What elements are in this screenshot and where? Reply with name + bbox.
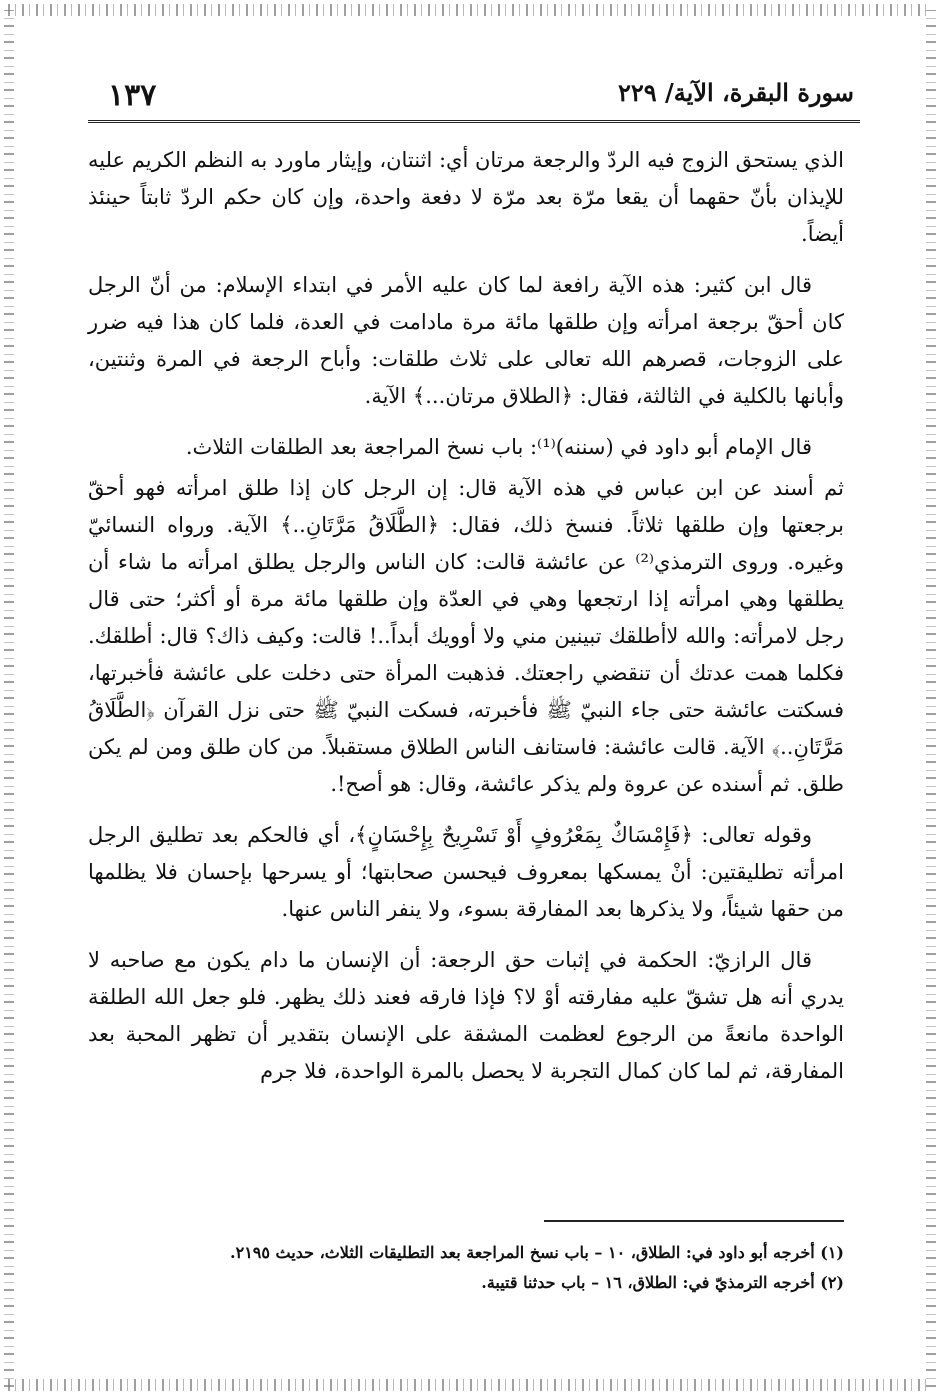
page-header xyxy=(88,66,860,123)
paragraph: قال الرازيّ: الحكمة في إثبات حق الرجعة: أن الإنسان ما دام يكون مع صاحبه لا يدري أنه هل تشقّ عليه مفارقته أوْ لا؟ فإذا فارقه فعند ذلك يظهر. فلو جعل الله الطلقة الواحدة مانعةً من الرجوع لعظمت المشقة على الإنسان بتقدير أن تظهر المحبة بعد المفارقة، ثم لما كان كمال التجربة لا يحصل بالمرة الواحدة، فلا جرم xyxy=(88,948,844,1083)
footnote-separator xyxy=(544,1220,844,1222)
footnotes xyxy=(88,1238,844,1298)
paragraph: ثم أسند عن ابن عباس في هذه الآية قال: إن الرجل كان إذا طلق امرأته فهو أحقّ برجعتها وإن طلقها ثلاثاً. فنسخ ذلك، فقال: ﴿الطَّلَاقُ مَرَّتَانِ..﴾ الآية. ورواه النسائيّ وغيره. وروى الترمذي⁽²⁾ عن عائشة قالت: كان الناس والرجل يطلق امرأته ما شاء أن يطلقها وهي امرأته إذا ارتجعها وهي في العدّة وإن طلقها مائة مرة أو أكثر؛ حتى قال رجل لامرأته: والله لاأطلقك تبينين مني ولا أوويك أبداً..! قالت: وكيف ذاك؟ قال: أطلقك. فكلما همت عدتك أن تنقضي راجعتك. فذهبت المرأة حتى دخلت على عائشة فأخبرتها، فسكتت عائشة حتى جاء النبيّ ﷺ فأخبرته، فسكت النبيّ ﷺ حتى نزل القرآن ﴿الطَّلَاقُ مَرَّتَانِ..﴾ الآية. قالت عائشة: فاستانف الناس الطلاق مستقبلاً. من كان طلق ومن لم يكن طلق. ثم أسنده عن عروة ولم يذكر عائشة، وقال: هو أصح!. xyxy=(88,476,844,796)
footnote-item: (١) أخرجه أبو داود في: الطلاق، ١٠ – باب نسخ المراجعة بعد التطليقات الثلاث، حديث ٢١٩٥. xyxy=(230,1243,844,1262)
main-text xyxy=(88,142,844,1104)
decorative-border-left xyxy=(4,10,14,1387)
decorative-border-bottom xyxy=(8,1379,932,1391)
paragraph: قال ابن كثير: هذه الآية رافعة لما كان عليه الأمر في ابتداء الإسلام: من أنّ الرجل كان أحقّ برجعة امرأته وإن طلقها مائة مرة مادامت في العدة، فلما كان هذا فيه ضرر على الزوجات، قصرهم الله تعالى على ثلاث طلقات: وأباح الرجعة في المرة وثنتين، وأبانها بالكلية في الثالثة، فقال: ﴿الطلاق مرتان...﴾ الآية. xyxy=(88,273,844,408)
footnote-item: (٢) أخرجه الترمذيّ في: الطلاق، ١٦ – باب حدثنا قتيبة. xyxy=(481,1273,844,1292)
running-head: سورة البقرة، الآية/ ٢٢٩ xyxy=(617,78,854,107)
paragraph: الذي يستحق الزوج فيه الردّ والرجعة مرتان أي: اثنتان، وإيثار ماورد به النظم الكريم عليه للإيذان بأنّ حقهما أن يقعا مرّة بعد مرّة لا دفعة واحدة، وإن كان حكم الردّ ثابتاً حينئذ أيضاً. xyxy=(88,148,844,246)
decorative-border-top xyxy=(8,4,932,16)
page-number: ١٣٧ xyxy=(108,78,157,113)
paragraph: وقوله تعالى: ﴿فَإِمْسَاكٌ بِمَعْرُوفٍ أَوْ تَسْرِيحٌ بِإِحْسَانٍ﴾، أي فالحكم بعد تطليق الرجل امرأته تطليقتين: أنْ يمسكها بمعروف فيحسن صحابتها؛ أو يسرحها بإحسان فلا يظلمها من حقها شيئاً، ولا يذكرها بعد المفارقة بسوء، ولا ينفر الناس عنها. xyxy=(88,823,844,921)
decorative-border-right xyxy=(926,10,936,1387)
paragraph: قال الإمام أبو داود في (سننه)⁽¹⁾: باب نسخ المراجعة بعد الطلقات الثلاث. xyxy=(185,435,812,459)
